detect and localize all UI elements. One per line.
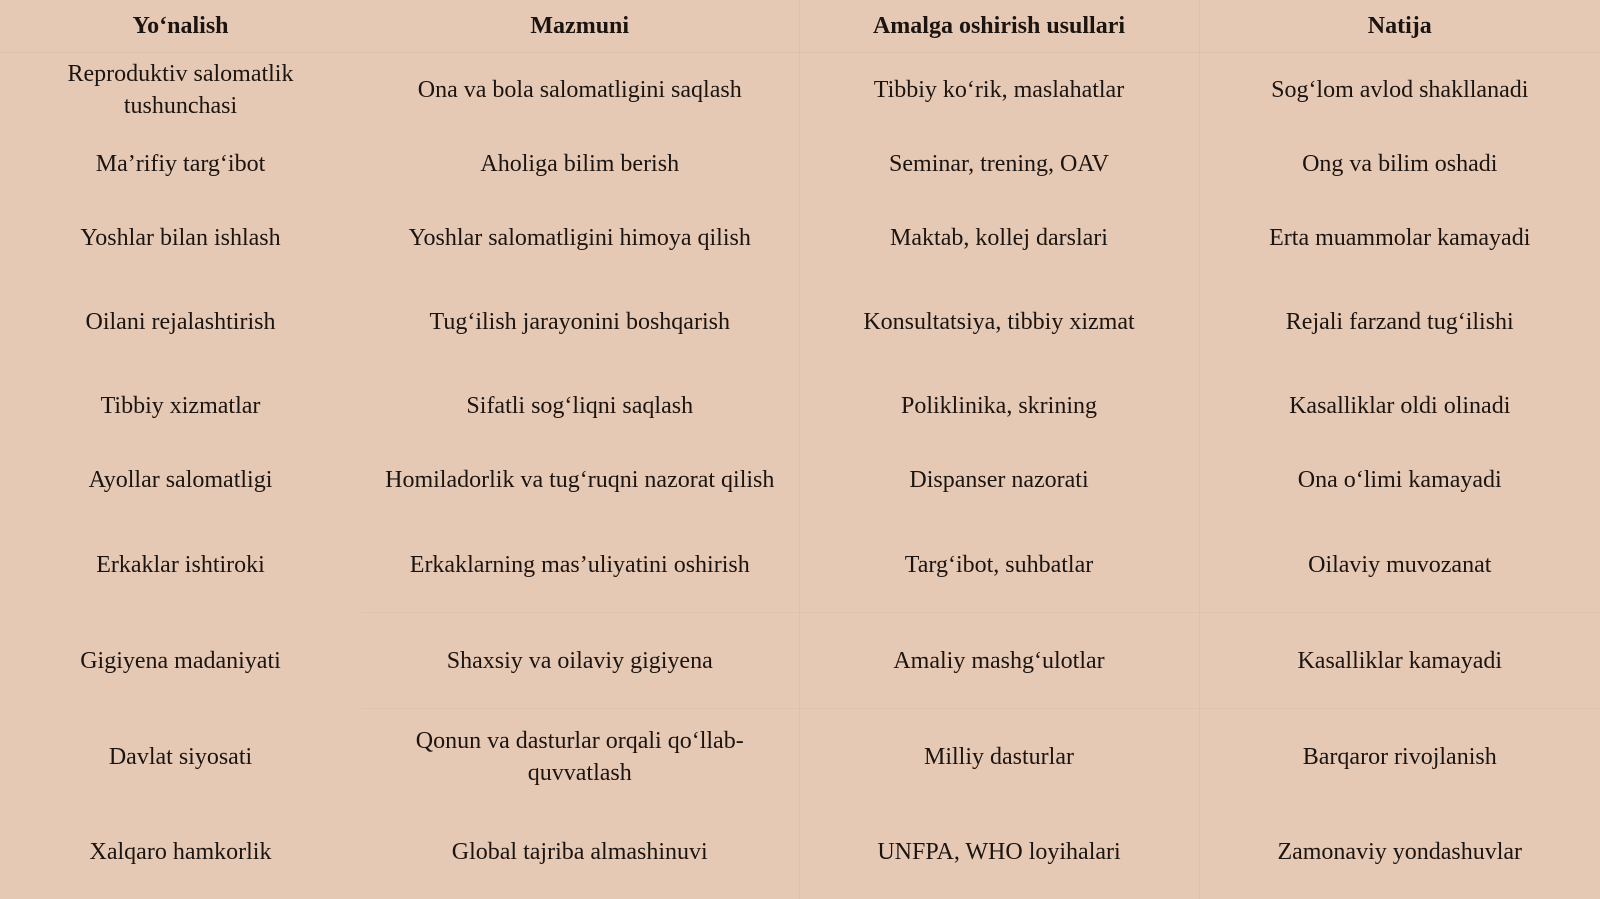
- column-header-mazmuni: Mazmuni: [361, 0, 799, 53]
- column-header-yonalish: Yo‘nalish: [0, 0, 361, 53]
- table-row: [0, 443, 1600, 517]
- table-cell: Erkaklarning mas’uliyatini oshirish: [409, 551, 750, 578]
- table-cell: Yoshlar salomatligini himoya qilish: [408, 224, 751, 251]
- table-cell: Konsultatsiya, tibbiy xizmat: [799, 274, 1199, 369]
- table-cell: Maktab, kollej darslari: [799, 201, 1199, 274]
- table-cell: Kasalliklar kamayadi: [1199, 613, 1600, 709]
- table-row: [0, 804, 1600, 899]
- table-row: [0, 613, 1600, 709]
- table-cell: Oilaviy muvozanat: [1199, 517, 1600, 612]
- table-cell: Milliy dasturlar: [799, 709, 1199, 804]
- table-cell: Barqaror rivojlanish: [1199, 709, 1600, 804]
- table-row: [0, 53, 1600, 128]
- table-cell: Aholiga bilim berish: [480, 151, 680, 178]
- table-row: [0, 128, 1600, 201]
- table-row: [0, 709, 1600, 804]
- table-cell: Seminar, trening, OAV: [799, 128, 1199, 201]
- table-cell: Erta muammolar kamayadi: [1199, 201, 1600, 274]
- table-cell: Zamonaviy yondashuvlar: [1199, 804, 1600, 899]
- table-cell: Targ‘ibot, suhbatlar: [799, 517, 1199, 612]
- table-cell: Ona va bola salomatligini saqlash: [417, 77, 742, 104]
- table-cell: Dispanser nazorati: [799, 443, 1199, 517]
- table-cell: Ayollar salomatligi: [88, 467, 273, 494]
- column-header-natija: Natija: [1199, 0, 1600, 53]
- table-cell: Kasalliklar oldi olinadi: [1199, 369, 1600, 442]
- table-header-row: [0, 0, 1600, 53]
- table-cell: Global tajriba almashinuvi: [451, 838, 708, 865]
- table-cell: Tibbiy ko‘rik, maslahatlar: [799, 53, 1199, 128]
- table-row: [0, 201, 1600, 274]
- table-cell: Homiladorlik va tug‘ruqni nazorat qilish: [385, 467, 775, 494]
- table-cell: Ona o‘limi kamayadi: [1199, 443, 1600, 517]
- table-cell: Qonun va dasturlar orqali qo‘llab-quvvatlash: [361, 709, 799, 804]
- table-cell: Amaliy mashg‘ulotlar: [799, 613, 1199, 709]
- table-cell: Xalqaro hamkorlik: [89, 838, 272, 865]
- table-cell: Reproduktiv salomatlik tushunchasi: [67, 61, 294, 120]
- table-cell: Shaxsiy va oilaviy gigiyena: [361, 613, 799, 709]
- table-cell: Yoshlar bilan ishlash: [80, 224, 281, 251]
- table-cell: Oilani rejalashtirish: [85, 308, 276, 335]
- table-cell: Poliklinika, skrining: [799, 369, 1199, 442]
- table-cell: Ong va bilim oshadi: [1199, 128, 1600, 201]
- table-cell: Tibbiy xizmatlar: [100, 393, 261, 420]
- table-cell: Sifatli sog‘liqni saqlash: [466, 393, 694, 420]
- table-cell: Gigiyena madaniyati: [80, 647, 281, 674]
- table-cell: Tug‘ilish jarayonini boshqarish: [429, 308, 730, 335]
- table-row: [0, 274, 1600, 369]
- table-cell: Ma’rifiy targ‘ibot: [95, 151, 266, 178]
- table-cell: UNFPA, WHO loyihalari: [799, 804, 1199, 899]
- table-cell: Sog‘lom avlod shakllanadi: [1199, 53, 1600, 128]
- table-row: [0, 369, 1600, 442]
- column-header-usullari: Amalga oshirish usullari: [799, 0, 1199, 53]
- table-cell: Erkaklar ishtiroki: [96, 551, 265, 578]
- table-row: [0, 517, 1600, 612]
- table-cell: Rejali farzand tug‘ilishi: [1199, 274, 1600, 369]
- table-cell: Davlat siyosati: [108, 743, 253, 770]
